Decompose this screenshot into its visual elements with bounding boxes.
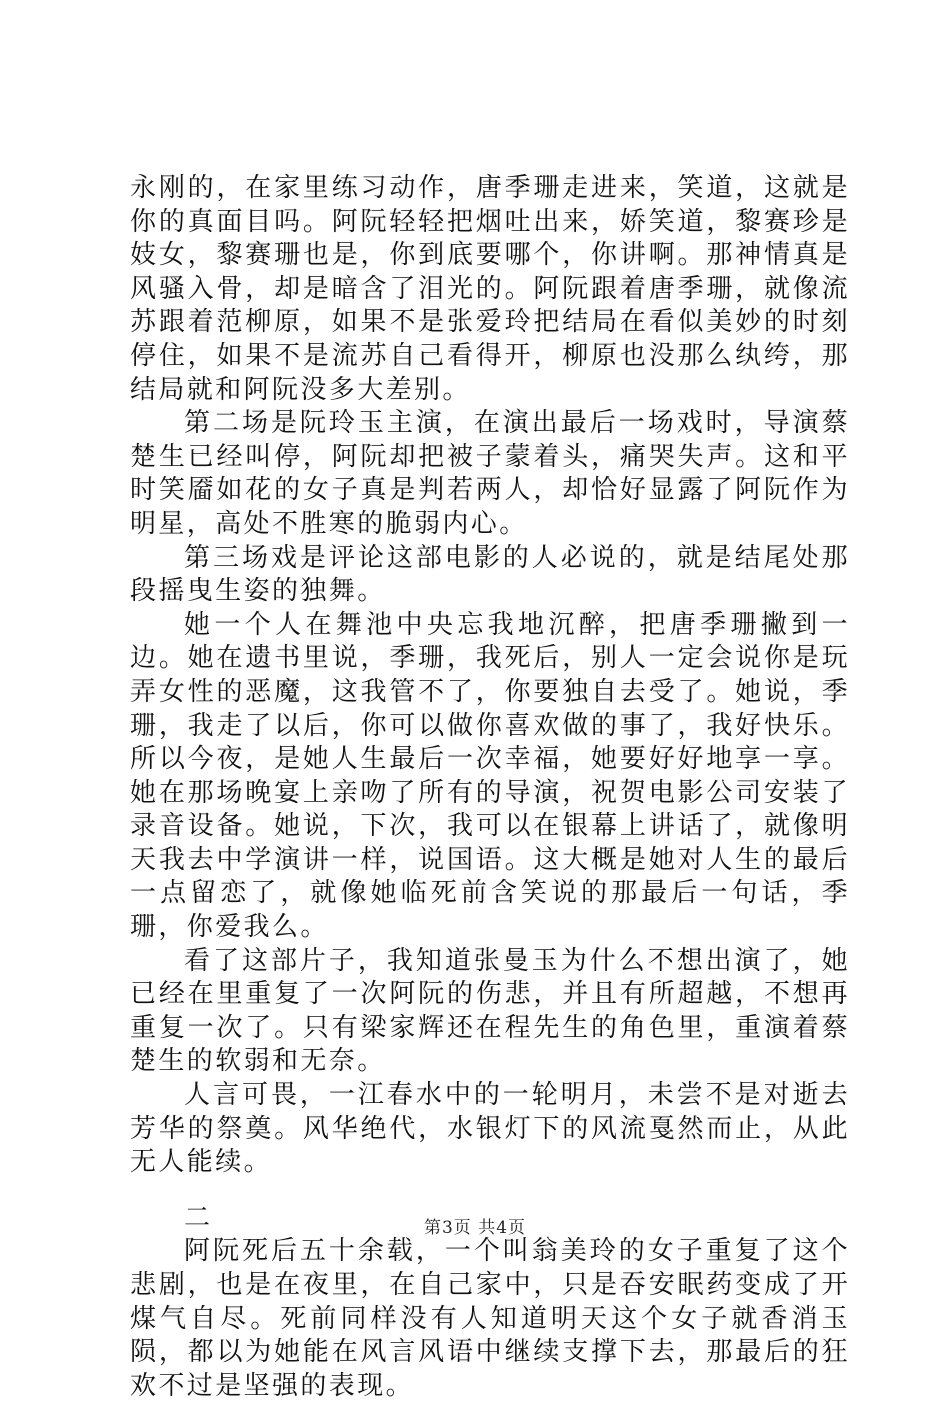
paragraph-2: 第二场是阮玲玉主演，在演出最后一场戏时，导演蔡楚生已经叫停，阿阮却把被子蒙着头，痛哭失声。这和平时笑靥如花的女子真是判若两人，却恰好显露了阿阮作为明星，高处不胜寒的脆弱内心。: [130, 408, 850, 539]
section-paragraph: 阿阮死后五十余载，一个叫翁美玲的女子重复了这个悲剧，也是在夜里，在自己家中，只是吞安眠药变成了开煤气自尽。死前同样没有人知道明天这个女子就香消玉陨，都以为她能在风言风语中继续支撑下去，那最后的狂欢不过是坚强的表现。: [130, 1236, 850, 1401]
paragraph-6: 人言可畏，一江春水中的一轮明月，未尝不是对逝去芳华的祭奠。风华绝代，水银灯下的风流戛然而止，从此无人能续。: [130, 1080, 850, 1178]
paragraph-3: 第三场戏是评论这部电影的人必说的，就是结尾处那段摇曳生姿的独舞。: [130, 542, 850, 607]
paragraph-4: 她一个人在舞池中央忘我地沉醉，把唐季珊撇到一边。她在遗书里说，季珊，我死后，别人一定会说你是玩弄女性的恶魔，这我管不了，你要独自去受了。她说，季珊，我走了以后，你可以做你喜欢做的事了，我好快乐。所以今夜，是她人生最后一次幸福，她要好好地享一享。她在那场晚宴上亲吻了所有的导演，祝贺电影公司安装了录音设备。她说，下次，我可以在银幕上讲话了，就像明天我去中学演讲一样，说国语。这大概是她对人生的最后一点留恋了，就像她临死前含笑说的那最后一句话，季珊，你爱我么。: [130, 609, 850, 943]
paragraph-1: 永刚的，在家里练习动作，唐季珊走进来，笑道，这就是你的真面目吗。阿阮轻轻把烟吐出来，娇笑道，黎赛珍是妓女，黎赛珊也是，你到底要哪个，你讲啊。那神情真是风骚入骨，却是暗含了泪光的。阿阮跟着唐季珊，就像流苏跟着范柳原，如果不是张爱玲把结局在看似美妙的时刻停住，如果不是流苏自己看得开，柳原也没那么纨绔，那结局就和阿阮没多大差别。: [130, 173, 850, 405]
page-footer: 第3页 共4页: [423, 1218, 527, 1238]
paragraph-5: 看了这部片子，我知道张曼玉为什么不想出演了，她已经在里重复了一次阿阮的伤悲，并且有所超越，不想再重复一次了。只有梁家辉还在程先生的角色里，重演着蔡楚生的软弱和无奈。: [130, 945, 850, 1077]
section-heading: 二: [184, 1202, 211, 1233]
